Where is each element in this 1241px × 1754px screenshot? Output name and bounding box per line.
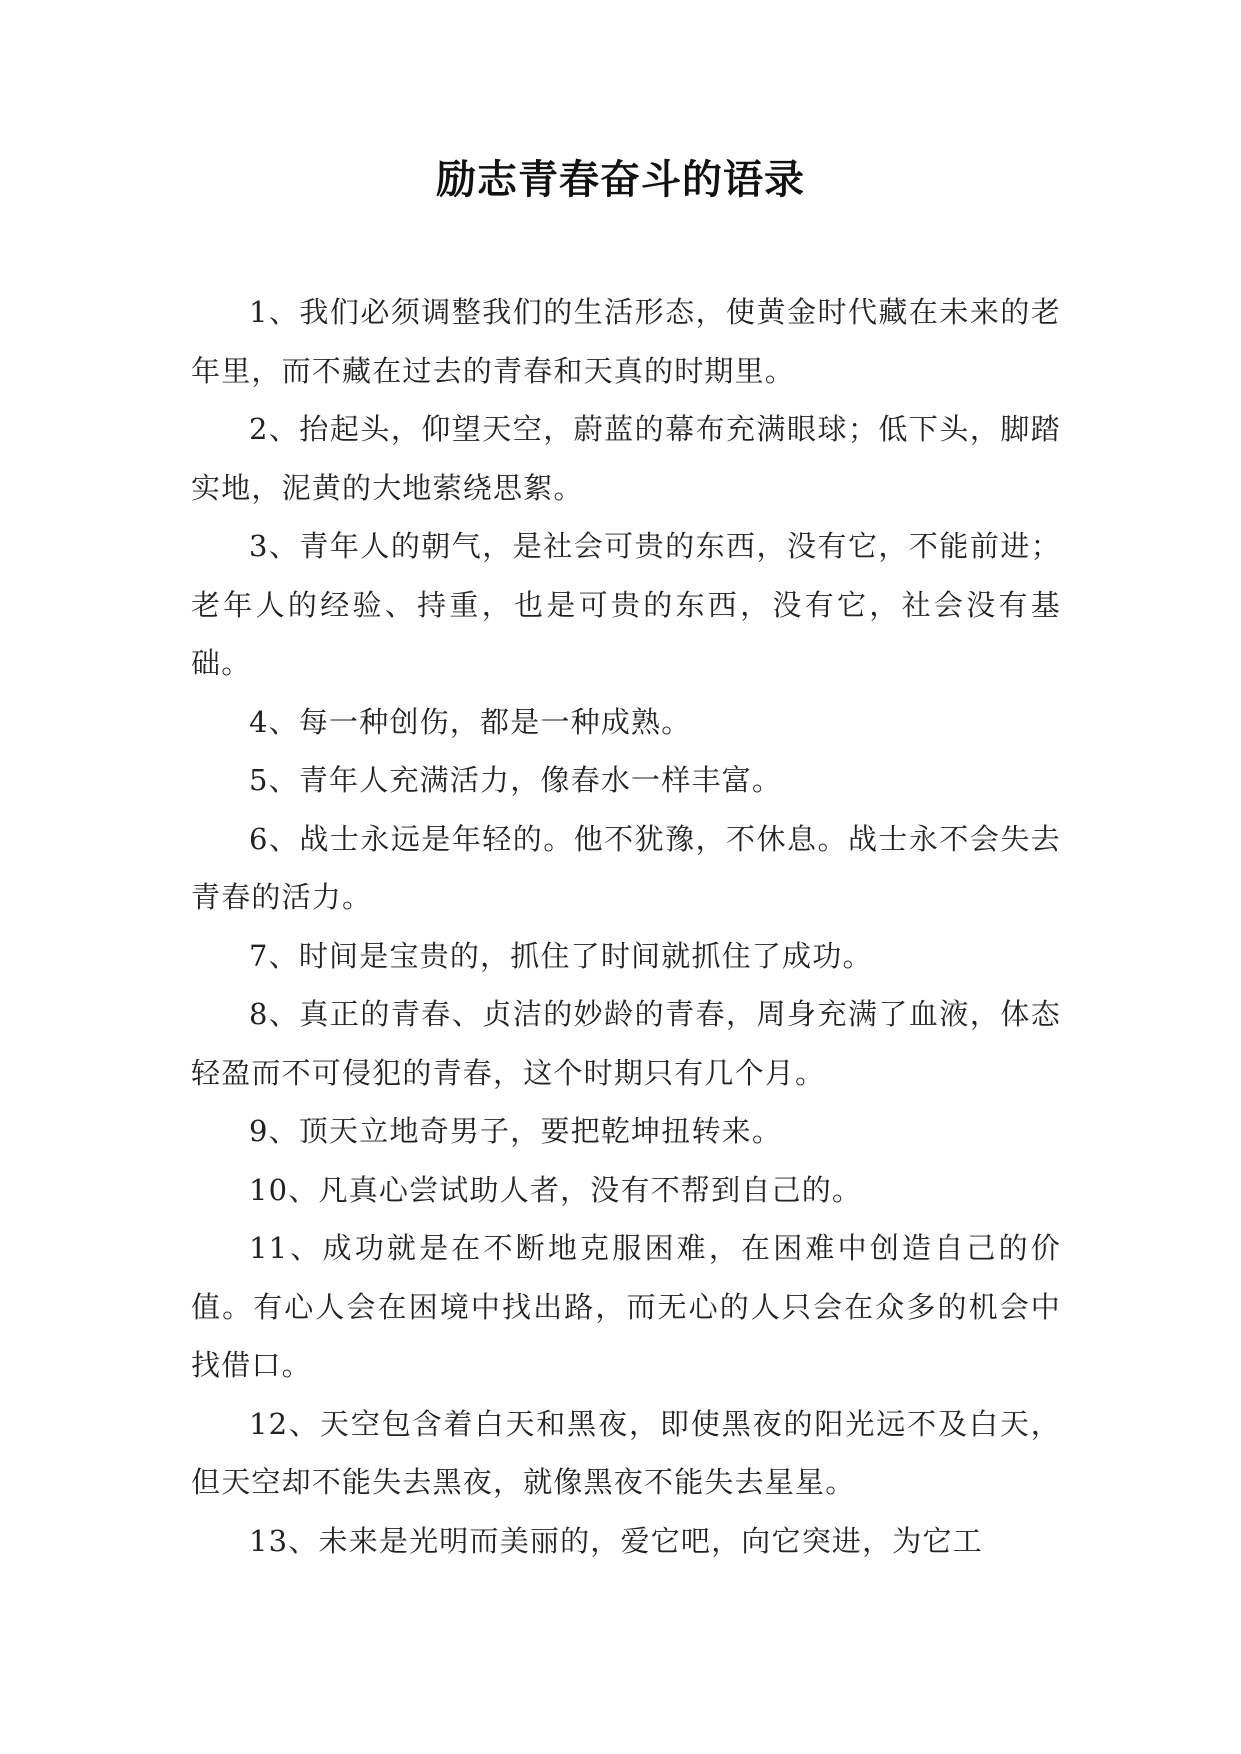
quote-paragraph: 7、时间是宝贵的，抓住了时间就抓住了成功。	[249, 938, 873, 973]
quote-paragraph: 10、凡真心尝试助人者，没有不帮到自己的。	[249, 1172, 863, 1207]
quote-paragraph: 5、青年人充满活力，像春水一样丰富。	[249, 763, 783, 797]
document-title: 励志青春奋斗的语录	[436, 156, 805, 203]
quote-paragraph: 8、真正的青春、贞洁的妙龄的青春，周身充满了血液，体态轻盈而不可侵犯的青春，这个时期只有几个月。	[191, 997, 1061, 1090]
quote-paragraph: 4、每一种创伤，都是一种成熟。	[249, 704, 692, 739]
document-body	[191, 283, 1061, 1570]
quote-paragraph: 6、战士永远是年轻的。他不犹豫，不休息。战士永不会失去青春的活力。	[191, 821, 1061, 914]
quote-paragraph: 2、抬起头，仰望天空，蔚蓝的幕布充满眼球；低下头，脚踏实地，泥黄的大地萦绕思絮。	[191, 412, 1061, 505]
quote-paragraph: 3、青年人的朝气，是社会可贵的东西，没有它，不能前进；老年人的经验、持重，也是可贵的东西，没有它，社会没有基础。	[191, 529, 1061, 680]
quote-paragraph: 11、成功就是在不断地克服困难，在困难中创造自己的价值。有心人会在困境中找出路，而无心的人只会在众多的机会中找借口。	[191, 1231, 1061, 1382]
quote-paragraph: 13、未来是光明而美丽的，爱它吧，向它突进，为它工	[249, 1523, 983, 1558]
quote-paragraph: 9、顶天立地奇男子，要把乾坤扭转来。	[249, 1114, 783, 1148]
quote-paragraph: 1、我们必须调整我们的生活形态，使黄金时代藏在未来的老年里，而不藏在过去的青春和天真的时期里。	[191, 295, 1061, 388]
quote-paragraph: 12、天空包含着白天和黑夜，即使黑夜的阳光远不及白天，但天空却不能失去黑夜，就像黑夜不能失去星星。	[191, 1406, 1061, 1499]
